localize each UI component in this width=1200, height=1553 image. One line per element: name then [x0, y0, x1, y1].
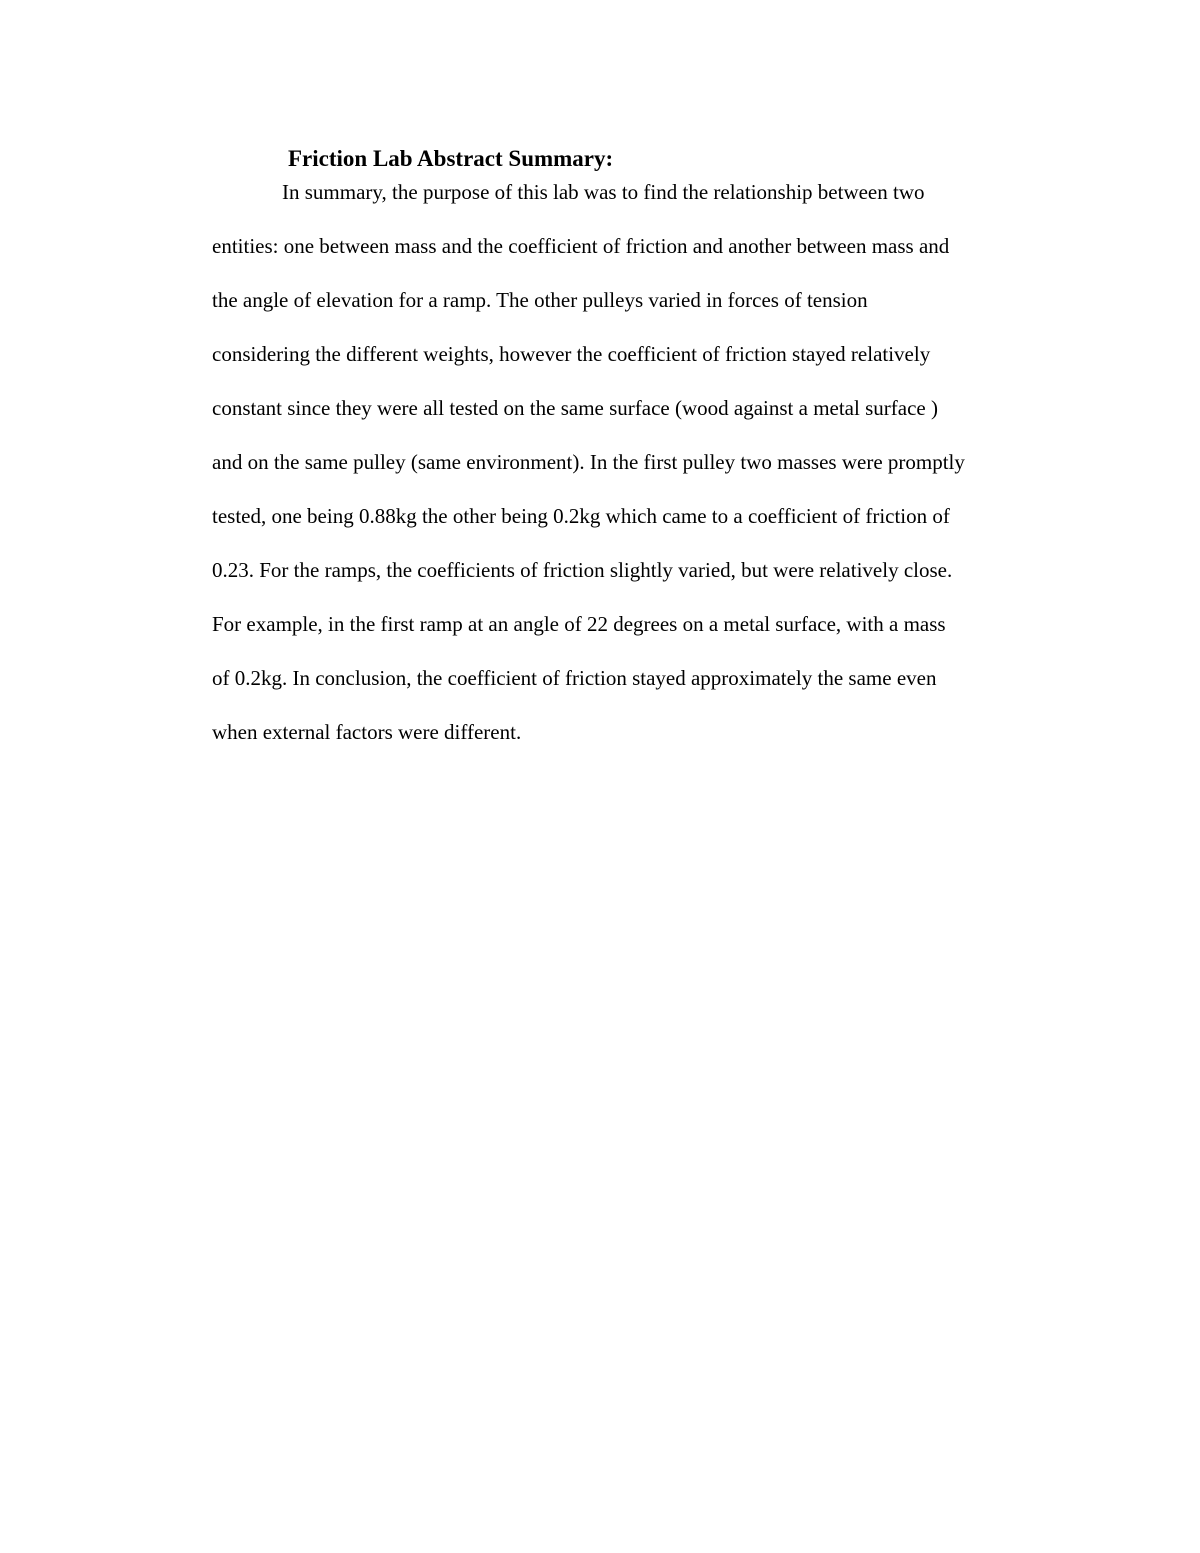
paragraph-line: 0.23. For the ramps, the coefficients of friction slightly varied, but were relatively close.	[212, 558, 953, 582]
paragraph-line: In summary, the purpose of this lab was to find the relationship between two	[282, 180, 925, 204]
paragraph-line: considering the different weights, however the coefficient of friction stayed relatively	[212, 342, 931, 366]
paragraph-line: For example, in the first ramp at an angle of 22 degrees on a metal surface, with a mass	[212, 612, 946, 636]
paragraph-line: and on the same pulley (same environment). In the first pulley two masses were promptly	[212, 450, 965, 474]
paragraph-line: the angle of elevation for a ramp. The other pulleys varied in forces of tension	[212, 288, 868, 312]
paragraph-line: when external factors were different.	[212, 720, 522, 744]
document-title: Friction Lab Abstract Summary:	[288, 146, 614, 171]
paragraph-line: of 0.2kg. In conclusion, the coefficient of friction stayed approximately the same even	[212, 666, 937, 690]
paragraph-line: tested, one being 0.88kg the other being 0.2kg which came to a coefficient of friction of	[212, 504, 950, 528]
paragraph-line: entities: one between mass and the coefficient of friction and another between mass and	[212, 234, 950, 258]
paragraph-line: constant since they were all tested on the same surface (wood against a metal surface )	[212, 396, 938, 420]
